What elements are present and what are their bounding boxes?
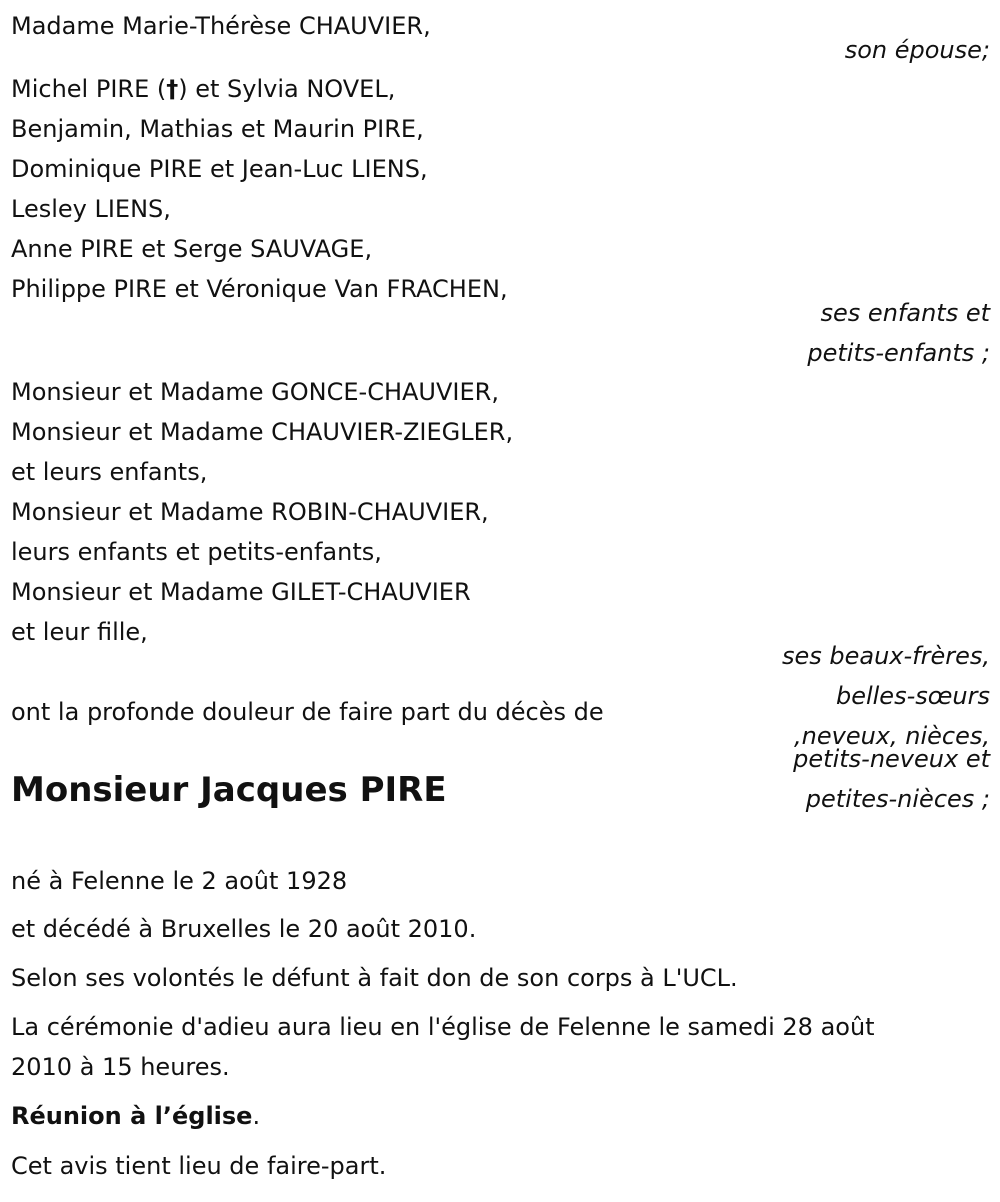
inlaws-role-line: belles-sœurs (835, 682, 990, 710)
inlaws-line: et leurs enfants, (11, 458, 208, 486)
inlaws-role-line: ,neveux, nièces, (794, 722, 990, 750)
children-line-1-pre: Michel PIRE ( (11, 75, 167, 103)
children-line-1-post: ) et Sylvia NOVEL, (178, 75, 396, 103)
meeting-line (11, 1104, 260, 1128)
children-line: Philippe PIRE et Véronique Van FRACHEN, (11, 275, 508, 303)
inlaws-line: Monsieur et Madame GILET-CHAUVIER (11, 578, 471, 606)
deceased-name: Monsieur Jacques PIRE (11, 770, 447, 810)
ceremony-line-1: La cérémonie d'adieu aura lieu en l'église de Felenne le samedi 28 août (11, 1013, 875, 1041)
children-role-line: ses enfants et (820, 299, 990, 327)
inlaws-line: et leur fille, (11, 618, 148, 646)
widow-line: Madame Marie-Thérèse CHAUVIER, (11, 12, 431, 40)
dagger-icon: † (166, 75, 179, 103)
death-line: et décédé à Bruxelles le 20 août 2010. (11, 915, 477, 943)
inlaws-line: Monsieur et Madame ROBIN-CHAUVIER, (11, 498, 489, 526)
widow-role: son épouse; (844, 36, 990, 64)
children-line: Anne PIRE et Serge SAUVAGE, (11, 235, 373, 263)
children-line: Dominique PIRE et Jean-Luc LIENS, (11, 155, 428, 183)
children-line: Lesley LIENS, (11, 195, 171, 223)
donation-line: Selon ses volontés le défunt à fait don de son corps à L'UCL. (11, 964, 738, 992)
inlaws-line: leurs enfants et petits-enfants, (11, 538, 382, 566)
inlaws-role-line: petits-neveux et (793, 745, 990, 773)
meeting-bold: Réunion à l’église (11, 1102, 253, 1130)
inlaws-role-line: ses beaux-frères, (781, 642, 990, 670)
ceremony-line-2: 2010 à 15 heures. (11, 1053, 230, 1081)
inlaws-line: Monsieur et Madame GONCE-CHAUVIER, (11, 378, 499, 406)
notice-line: Cet avis tient lieu de faire-part. (11, 1152, 387, 1180)
children-line-1 (11, 77, 395, 101)
meeting-end: . (252, 1102, 261, 1130)
inlaws-line: Monsieur et Madame CHAUVIER-ZIEGLER, (11, 418, 514, 446)
inlaws-role-line: petites-nièces ; (805, 785, 990, 813)
birth-line: né à Felenne le 2 août 1928 (11, 867, 348, 895)
children-role-line: petits-enfants ; (807, 339, 990, 367)
children-line: Benjamin, Mathias et Maurin PIRE, (11, 115, 424, 143)
announcement: ont la profonde douleur de faire part du décès de (11, 698, 604, 726)
